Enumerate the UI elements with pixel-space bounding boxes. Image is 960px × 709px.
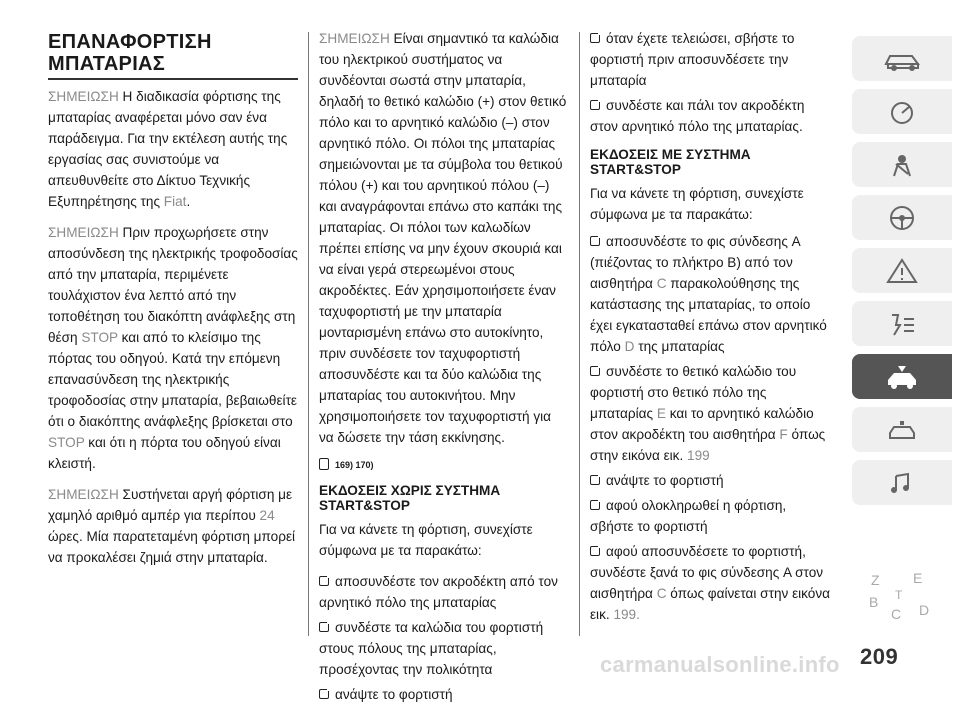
intro-text: Για να κάνετε τη φόρτιση, συνεχίστε σύμφωνα με τα παρακάτω: [590,186,804,222]
column-left [48,28,298,578]
list-item: συνδέστε τα καλώδια του φορτιστή στους πόλους της μπαταρίας, προσέχοντας την πολικότητα [319,620,544,677]
checkbox-bullet-icon [590,366,600,376]
tab-maintenance[interactable] [852,354,952,399]
watermark: carmanualsonline.info [600,652,840,677]
checkbox-bullet-icon [590,500,600,510]
tab-technical-data[interactable] [852,407,952,452]
page-number: 209 [860,644,899,669]
index-letter: T [895,588,903,602]
tab-dashboard[interactable] [852,89,952,134]
column-divider [579,32,580,636]
note-paragraph: ΣΗΜΕΙΩΣΗ Πριν προχωρήσετε στην αποσύνδεση της ηλεκτρικής τροφοδοσίας από την μπαταρία, περιμένετε τουλάχιστον ένα λεπτό από την τοποθέτηση του διακόπτη ανάφλεξης στη θέση STOP και από το κλείσιμο της πόρτας του οδηγού. Κατά την επόμενη επανασύνδεση της ηλεκτρικής τροφοδοσίας στην μπαταρία, βεβαιωθείτε ότι ο διακόπτης ανάφλεξης βρίσκεται στο STOP και ότι η πόρτα του οδηγού είναι κλειστή. [48,225,298,471]
tab-emergency[interactable] [852,301,952,346]
list-item: αφού ολοκληρωθεί η φόρτιση, σβήστε το φορτιστή [590,498,787,534]
list-item: αποσυνδέστε τον ακροδέκτη από τον αρνητικό πόλο της μπαταρίας [319,574,558,610]
checkbox-bullet-icon [590,100,600,110]
index-letter: Z [871,572,880,588]
dashboard-icon [882,97,922,127]
list-item: αφού αποσυνδέσετε το φορτιστή, συνδέστε ξανά το φις σύνδεσης A στον αισθητήρα C όπως φαίνεται στην εικόνα εικ. 199. [590,544,831,622]
column-right [590,28,830,629]
subsection-heading: ΕΚΔΟΣΕΙΣ ΜΕ ΣΥΣΤΗΜΑ START&STOP [590,147,751,177]
safety-icon [882,150,922,180]
start-driving-icon [882,203,922,233]
note-paragraph: ΣΗΜΕΙΩΣΗ Συστήνεται αργή φόρτιση με χαμηλό αριθμό αμπέρ για περίπου 24 ώρες. Μία παρατεταμένη φόρτιση μπορεί να προκαλέσει ζημιά στην μπαταρία. [48,487,296,565]
list-item: ανάψτε το φορτιστή [319,684,569,705]
note-paragraph: ΣΗΜΕΙΩΣΗ Είναι σημαντικό τα καλώδια του ηλεκτρικού συστήματος να συνδέονται σωστά στην μπαταρία, δηλαδή το θετικό καλώδιο (+) στον θετικό πόλο και το αρνητικό καλώδιο (–) στον αρνητικό πόλο. Οι πόλοι της μπαταρίας σημειώνονται με τα σύμβολα του θετικού πόλου (+) και του αρνητικού πόλου (–) και αναγράφονται επάνω στο καπάκι της μπαταρίας. Οι πόλοι των καλωδίων πρέπει επίσης να μην έχουν σκουριά και να είναι γερά στερεωμένοι στους ακροδέκτες. Εάν χρησιμοποιήσετε έναν ταχυφορτιστή με την μπαταρία μονταρισμένη επάνω στο αυτοκίνητο, πριν συνδέσετε τον ταχυφορτιστή αποσυνδέστε και τα δύο καλώδια της μπαταρίας του αυτοκινήτου. Μην χρησιμοποιήσετε τον ταχυφορτιστή για να δώσετε την τάση εκκίνησης. [319,31,567,445]
technical-data-icon [882,415,922,445]
column-divider [308,32,309,636]
checkbox-bullet-icon [590,33,600,43]
note-paragraph: ΣΗΜΕΙΩΣΗ Η διαδικασία φόρτισης της μπαταρίας αναφέρεται μόνο σαν ένα παράδειγμα. Για την εκτέλεση αυτής της εργασίας σας συνιστούμε να απευθυνθείτε στο Δίκτυο Τεχνικής Εξυπηρέτησης της Fiat. [48,89,288,209]
multimedia-icon [882,468,922,498]
alphabetical-index-tab[interactable] [852,566,952,626]
section-title: ΕΠΑΝΑΦΟΡΤΙΣΗ ΜΠΑΤΑΡΙΑΣ [48,32,298,80]
list-item: όταν έχετε τελειώσει, σβήστε το φορτιστή πριν αποσυνδέσετε την μπαταρία [590,31,795,88]
reference-icon [319,458,329,470]
subsection-heading: ΕΚΔΟΣΕΙΣ ΧΩΡΙΣ ΣΥΣΤΗΜΑ START&STOP [319,483,501,513]
list-item: συνδέστε και πάλι τον ακροδέκτη στον αρνητικό πόλο της μπαταρίας. [590,98,805,134]
checkbox-bullet-icon [319,622,329,632]
index-letter: C [891,606,902,622]
checkbox-bullet-icon [590,236,600,246]
tab-warning-lights[interactable] [852,248,952,293]
list-item: συνδέστε το θετικό καλώδιο του φορτιστή στο θετικό πόλο της μπαταρίας E και το αρνητικό καλώδιο στον ακροδέκτη του αισθητήρα F όπως στην εικόνα εικ. 199 [590,364,826,463]
checkbox-bullet-icon [590,475,600,485]
tab-safety[interactable] [852,142,952,187]
checkbox-bullet-icon [319,689,329,699]
intro-text: Για να κάνετε τη φόρτιση, συνεχίστε σύμφωνα με τα παρακάτω: [319,522,533,558]
tab-car[interactable] [852,36,952,81]
index-icon [867,569,937,623]
tab-start-driving[interactable] [852,195,952,240]
chapter-tabs [852,36,952,513]
list-item: ανάψτε το φορτιστή [590,470,830,491]
warning-lights-icon [882,256,922,286]
index-letter: D [919,602,930,618]
list-item: αποσυνδέστε το φις σύνδεσης A (πιέζοντας το πλήκτρο B) από τον αισθητήρα C παρακολούθησης της κατάστασης της μπαταρίας, το οποίο έχει εγκατασταθεί επάνω στον αρνητικό πόλο D της μπαταρίας [590,234,827,354]
index-letter: B [869,594,879,610]
index-letter: E [913,570,923,586]
car-icon [882,44,922,74]
emergency-icon [882,309,922,339]
column-middle [319,28,569,709]
checkbox-bullet-icon [319,576,329,586]
warning-reference: 169) 170) [319,458,569,471]
maintenance-icon [882,362,922,392]
tab-multimedia[interactable] [852,460,952,505]
checkbox-bullet-icon [590,546,600,556]
